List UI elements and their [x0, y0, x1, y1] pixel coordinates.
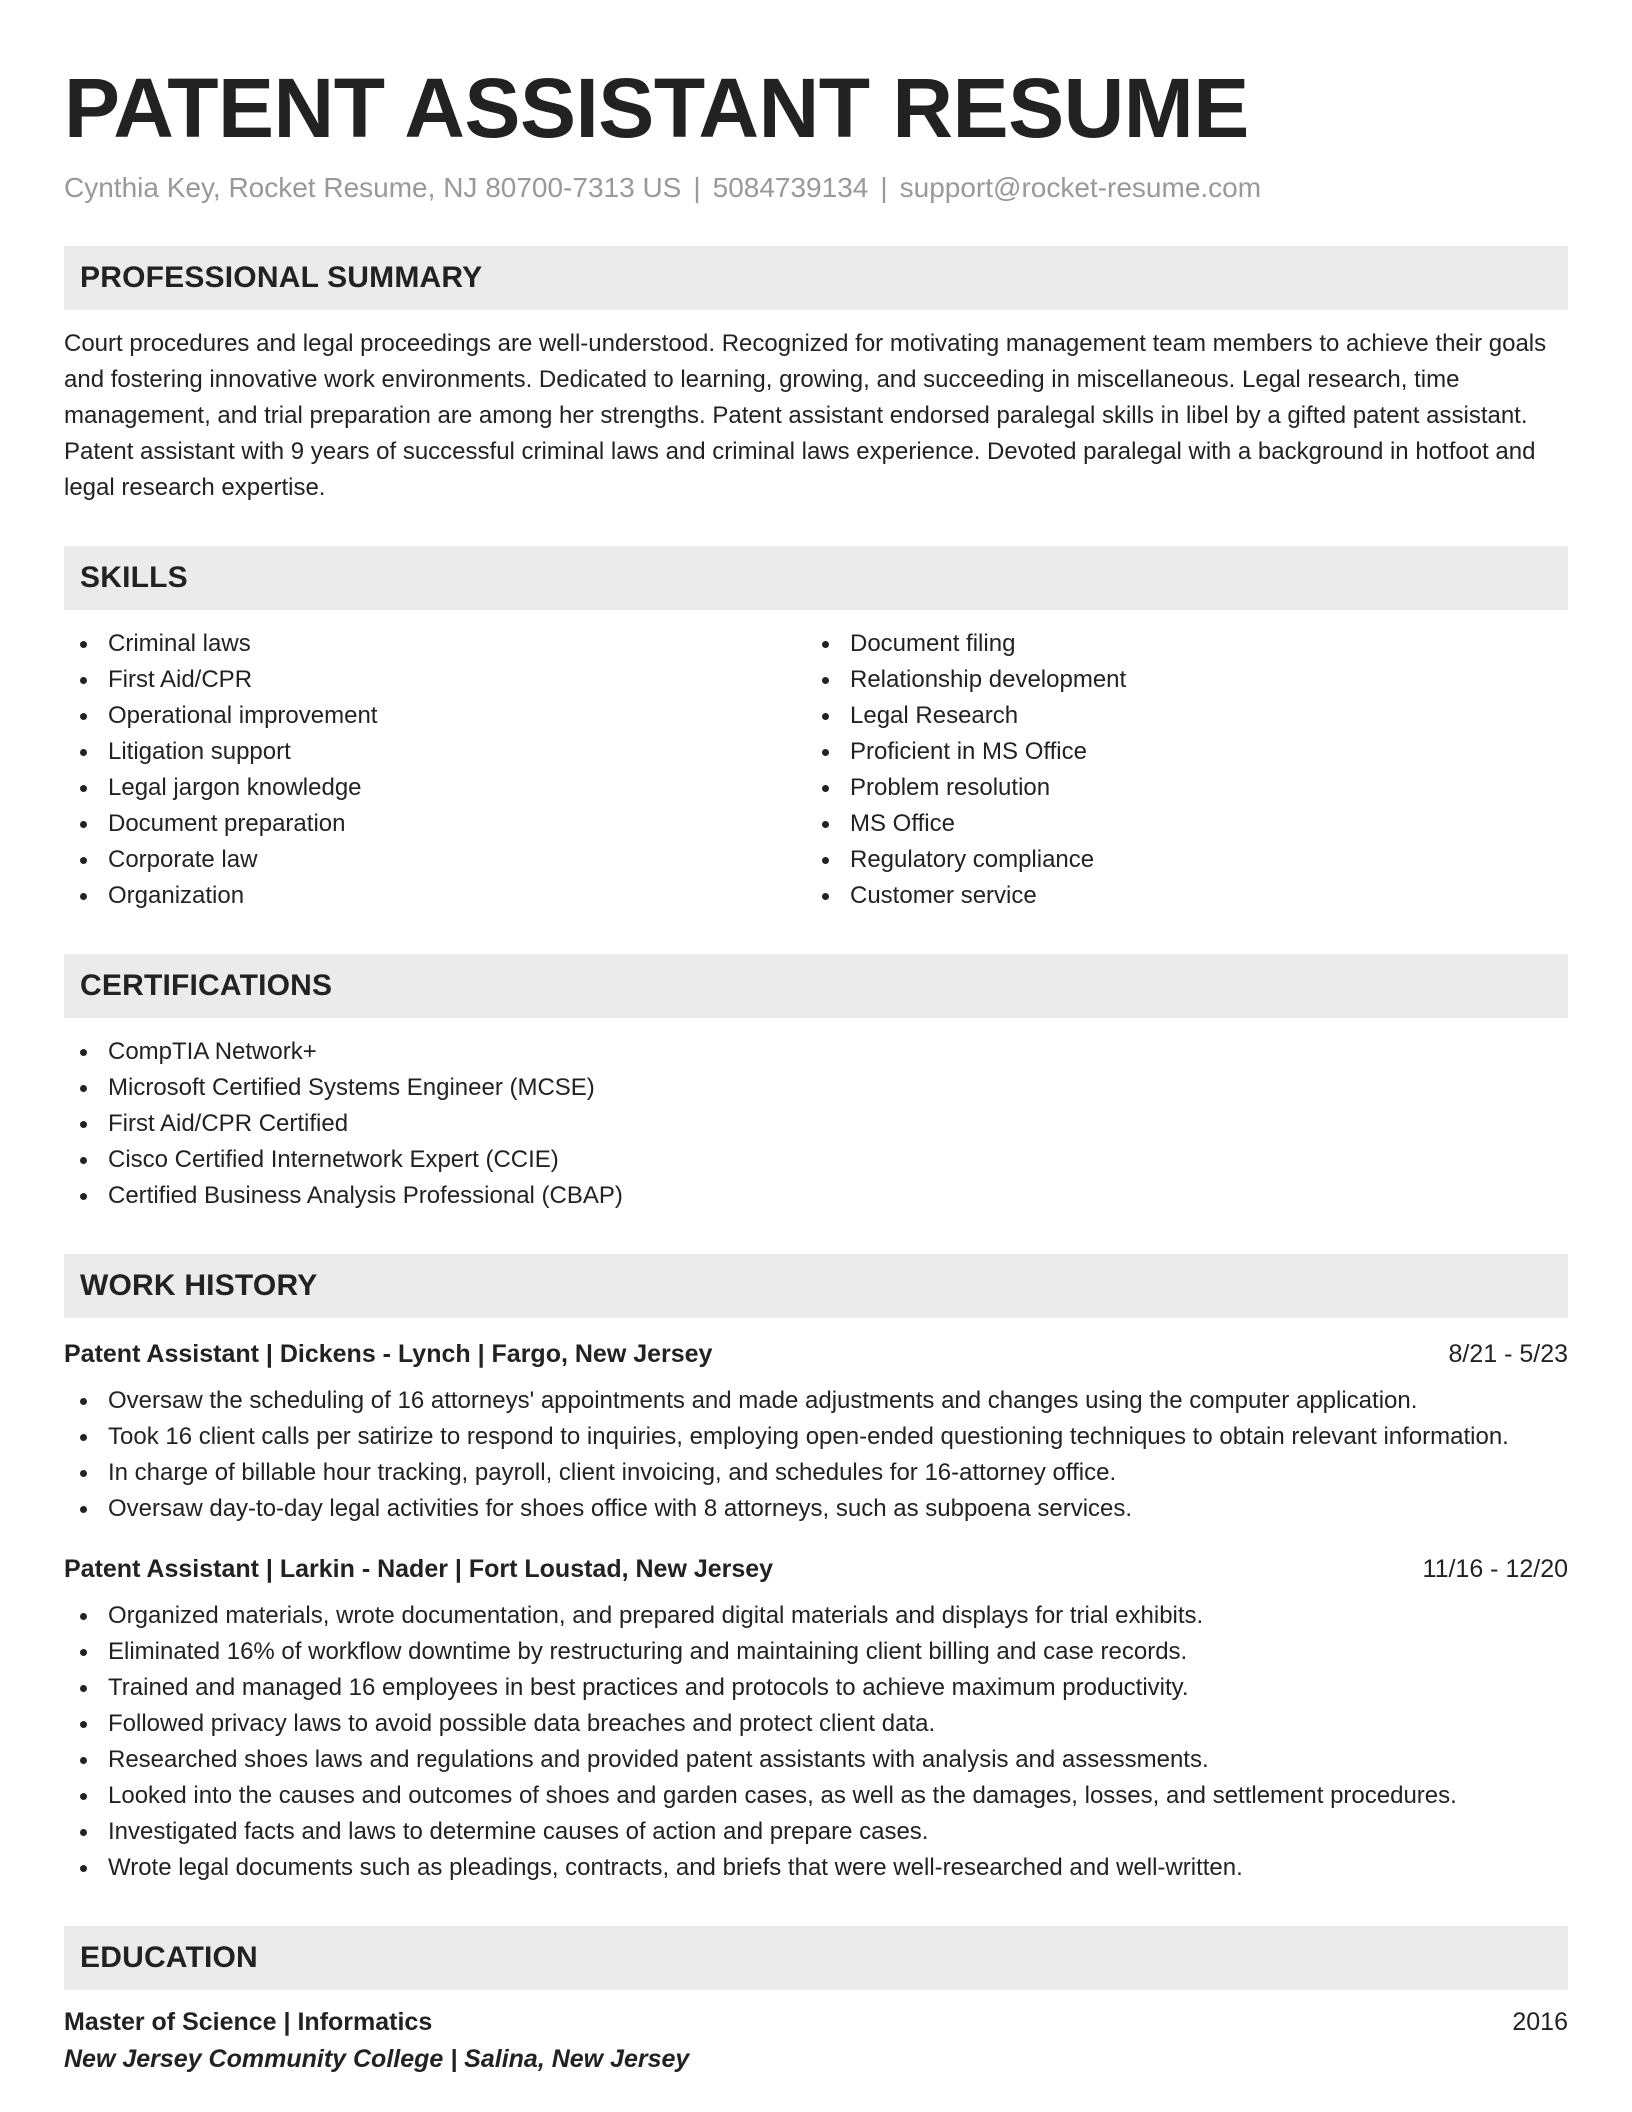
education-year: 2016 [1512, 2008, 1568, 2036]
certifications-list [64, 1034, 1568, 1214]
list-item: Followed privacy laws to avoid possible data breaches and protect client data. [64, 1706, 1568, 1742]
job-bullets [64, 1383, 1568, 1527]
list-item: In charge of billable hour tracking, payroll, client invoicing, and schedules for 16-attorney office. [64, 1455, 1568, 1491]
job-header [64, 1340, 1568, 1369]
summary-text: Court procedures and legal proceedings are well-understood. Recognized for motivating management team members to achieve their goals and fostering innovative work environments. Dedicated to learning, growing, and succeeding in miscellaneous. Legal research, time management, and trial preparation are among her strengths. Patent assistant endorsed paralegal skills in libel by a gifted patent assistant. Patent assistant with 9 years of successful criminal laws and criminal laws experience. Devoted paralegal with a background in hotfoot and legal research expertise. [64, 330, 1547, 501]
section-heading: CERTIFICATIONS [80, 969, 333, 1002]
job-date: 11/16 - 12/20 [1422, 1555, 1568, 1583]
list-item: Customer service [806, 878, 1548, 914]
list-item: Legal jargon knowledge [64, 770, 806, 806]
section-header-summary [64, 246, 1568, 310]
education-degree: Master of Science | Informatics [64, 2008, 433, 2036]
section-heading: WORK HISTORY [80, 1269, 318, 1302]
list-item: Regulatory compliance [806, 842, 1548, 878]
list-item: CompTIA Network+ [64, 1034, 1568, 1070]
list-item: Eliminated 16% of workflow downtime by restructuring and maintaining client billing and case records. [64, 1634, 1568, 1670]
list-item: First Aid/CPR [64, 662, 806, 698]
list-item: Proficient in MS Office [806, 734, 1548, 770]
section-header-skills [64, 546, 1568, 610]
list-item: Document filing [806, 626, 1548, 662]
list-item: Legal Research [806, 698, 1548, 734]
list-item: Cisco Certified Internetwork Expert (CCIE) [64, 1142, 1568, 1178]
job-title: Patent Assistant | Dickens - Lynch | Fargo, New Jersey [64, 1340, 713, 1368]
education-header [64, 2008, 1568, 2037]
job-entry [64, 1340, 1568, 1527]
list-item: Organization [64, 878, 806, 914]
list-item: Organized materials, wrote documentation, and prepared digital materials and displays for trial exhibits. [64, 1598, 1568, 1634]
job-entry [64, 1555, 1568, 1886]
section-header-certifications [64, 954, 1568, 1018]
list-item: Operational improvement [64, 698, 806, 734]
contact-email: support@rocket-resume.com [899, 172, 1262, 203]
page-title: PATENT ASSISTANT RESUME [64, 61, 1249, 155]
list-item: Looked into the causes and outcomes of shoes and garden cases, as well as the damages, losses, and settlement procedures. [64, 1778, 1568, 1814]
section-heading: SKILLS [80, 561, 188, 594]
section-heading: PROFESSIONAL SUMMARY [80, 261, 483, 294]
list-item: Oversaw the scheduling of 16 attorneys' appointments and made adjustments and changes using the computer application. [64, 1383, 1568, 1419]
list-item: Problem resolution [806, 770, 1548, 806]
list-item: Wrote legal documents such as pleadings, contracts, and briefs that were well-researched and well-written. [64, 1850, 1568, 1886]
skills-list-right [806, 626, 1548, 914]
contact-phone: 5084739134 [712, 172, 869, 203]
job-date: 8/21 - 5/23 [1448, 1340, 1568, 1368]
list-item: MS Office [806, 806, 1548, 842]
section-header-work-history [64, 1254, 1568, 1318]
job-bullets [64, 1598, 1568, 1886]
contact-separator: | [693, 172, 701, 203]
list-item: Criminal laws [64, 626, 806, 662]
list-item: Corporate law [64, 842, 806, 878]
job-header [64, 1555, 1568, 1584]
list-item: First Aid/CPR Certified [64, 1106, 1568, 1142]
section-heading: EDUCATION [80, 1941, 258, 1974]
list-item: Litigation support [64, 734, 806, 770]
list-item: Document preparation [64, 806, 806, 842]
list-item: Took 16 client calls per satirize to respond to inquiries, employing open-ended questioning techniques to obtain relevant information. [64, 1419, 1568, 1455]
skills-grid [64, 626, 1568, 914]
section-header-education [64, 1926, 1568, 1990]
contact-separator: | [880, 172, 888, 203]
contact-address: Cynthia Key, Rocket Resume, NJ 80700-7313 US [64, 172, 682, 203]
education-school: New Jersey Community College | Salina, New Jersey [64, 2045, 690, 2073]
list-item: Researched shoes laws and regulations and provided patent assistants with analysis and assessments. [64, 1742, 1568, 1778]
list-item: Oversaw day-to-day legal activities for shoes office with 8 attorneys, such as subpoena services. [64, 1491, 1568, 1527]
job-title: Patent Assistant | Larkin - Nader | Fort Loustad, New Jersey [64, 1555, 774, 1583]
list-item: Certified Business Analysis Professional (CBAP) [64, 1178, 1568, 1214]
list-item: Relationship development [806, 662, 1548, 698]
skills-list-left [64, 626, 806, 914]
list-item: Trained and managed 16 employees in best practices and protocols to achieve maximum productivity. [64, 1670, 1568, 1706]
list-item: Investigated facts and laws to determine causes of action and prepare cases. [64, 1814, 1568, 1850]
contact-line [64, 170, 1568, 206]
list-item: Microsoft Certified Systems Engineer (MCSE) [64, 1070, 1568, 1106]
